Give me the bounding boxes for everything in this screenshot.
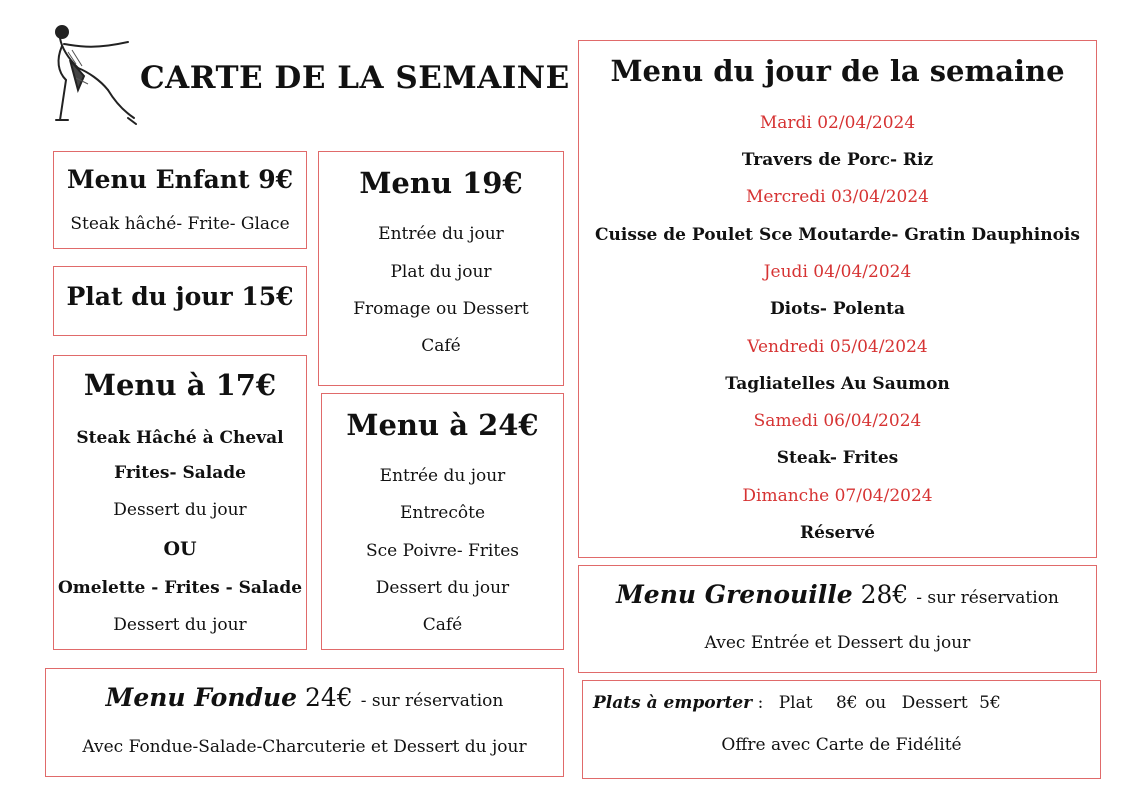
menu-24-item: Café	[422, 615, 463, 635]
menu-fondue-box	[45, 668, 564, 777]
menu-17-item: Dessert du jour	[113, 615, 247, 635]
menu-17-title: Menu à 17€	[83, 368, 277, 402]
menu-fondue-detail: Avec Fondue-Salade-Charcuterie et Dessert du jour	[82, 737, 527, 757]
menu-19-title: Menu 19€	[359, 166, 523, 200]
menu-enfant-box	[53, 151, 307, 249]
emporter-colon: :	[757, 693, 764, 713]
menu-24-item: Dessert du jour	[375, 578, 510, 598]
day-label: Mercredi 03/04/2024	[745, 187, 929, 207]
emporter-plat-price: 8€	[835, 693, 858, 713]
day-label: Mardi 02/04/2024	[759, 113, 916, 133]
menu-fondue-note: - sur réservation	[360, 691, 504, 711]
menu-grenouille-name: Menu Grenouille	[616, 580, 853, 609]
menu-19-item: Plat du jour	[390, 262, 492, 282]
plat-du-jour-title: Plat du jour 15€	[66, 282, 294, 311]
menu-17-box	[53, 355, 307, 650]
menu-grenouille-price: 28€	[860, 580, 909, 609]
menu-24-item: Sce Poivre- Frites	[366, 541, 519, 561]
menu-grenouille-box	[578, 565, 1097, 673]
menu-19-item: Entrée du jour	[378, 224, 504, 244]
emporter-plat-label: Plat	[778, 693, 813, 713]
day-label: Samedi 06/04/2024	[753, 411, 922, 431]
menu-fondue-name: Menu Fondue	[105, 683, 298, 712]
menu-17-item: Dessert du jour	[113, 500, 247, 520]
plat-du-jour-box	[53, 266, 307, 336]
page-title: CARTE DE LA SEMAINE	[140, 60, 570, 96]
menu-19-box	[318, 151, 564, 386]
emporter-ou: ou	[865, 693, 887, 713]
menu-24-item: Entrée du jour	[379, 466, 506, 486]
menu-grenouille-heading	[579, 580, 1096, 609]
emporter-dessert-price: 5€	[979, 693, 1001, 713]
menu-17-item: Steak Hâché à Cheval	[76, 428, 284, 448]
menu-enfant-item: Steak hâché- Frite- Glace	[70, 214, 290, 234]
day-label: Dimanche 07/04/2024	[742, 486, 933, 506]
day-dish: Tagliatelles Au Saumon	[725, 374, 950, 394]
menu-17-item: Frites- Salade	[114, 463, 246, 483]
menu-fondue-heading	[46, 683, 563, 712]
petanque-player-logo	[48, 20, 138, 126]
menu-17-or: OU	[163, 538, 197, 560]
menu-grenouille-note: - sur réservation	[916, 588, 1059, 608]
menu-19-item: Fromage ou Dessert	[353, 299, 529, 319]
emporter-line	[593, 693, 1100, 713]
day-dish: Cuisse de Poulet Sce Moutarde- Gratin Dauphinois	[595, 225, 1080, 245]
day-label: Vendredi 05/04/2024	[747, 337, 928, 357]
emporter-label: Plats à emporter	[593, 693, 753, 713]
emporter-offer: Offre avec Carte de Fidélité	[721, 735, 962, 755]
day-dish: Steak- Frites	[776, 448, 899, 468]
menu-24-box	[321, 393, 564, 650]
day-dish: Diots- Polenta	[769, 299, 906, 319]
menu-grenouille-detail: Avec Entrée et Dessert du jour	[704, 633, 971, 653]
menu-17-item: Omelette - Frites - Salade	[57, 578, 303, 598]
emporter-dessert-label: Dessert	[901, 693, 968, 713]
day-dish: Travers de Porc- Riz	[741, 150, 934, 170]
menu-semaine-title: Menu du jour de la semaine	[610, 54, 1065, 88]
day-dish: Réservé	[800, 523, 875, 543]
menu-24-item: Entrecôte	[399, 503, 486, 523]
menu-semaine-box	[578, 40, 1097, 558]
day-label: Jeudi 04/04/2024	[763, 262, 912, 282]
menu-fondue-price: 24€	[305, 683, 353, 712]
menu-24-title: Menu à 24€	[346, 408, 539, 442]
menu-19-item: Café	[421, 336, 461, 356]
menu-enfant-title: Menu Enfant 9€	[66, 165, 294, 194]
emporter-box	[582, 680, 1101, 779]
